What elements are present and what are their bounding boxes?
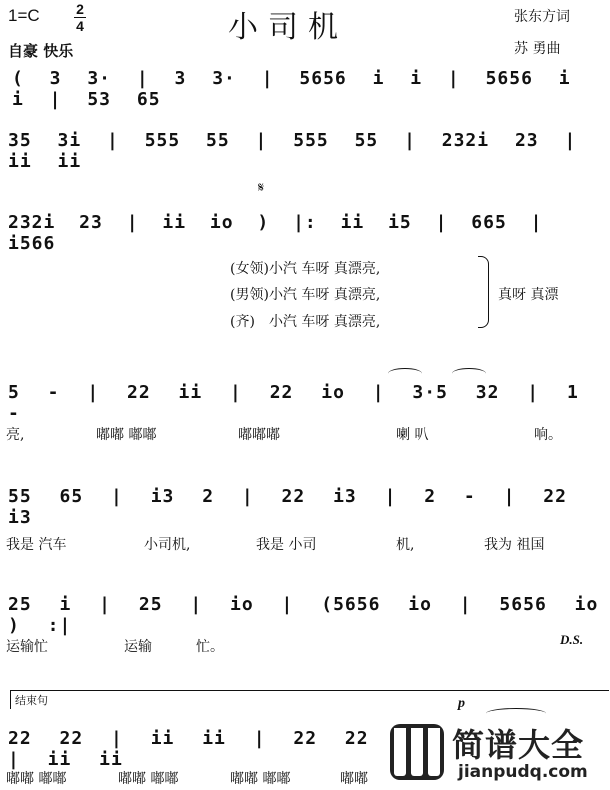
song-title: 小司机 <box>228 10 348 45</box>
meter-top: 2 <box>76 1 84 17</box>
lyric-6-2: 运输 <box>124 639 152 655</box>
lyric-4-1: 亮, <box>6 427 25 443</box>
verse-part-1: (女领) <box>230 261 269 277</box>
lyric-5-4: 机, <box>396 537 415 553</box>
notes-row-6: 25 i | 25 | io | (5656 io | 5656 io ) :| <box>8 594 599 636</box>
score-row-2 <box>6 128 604 172</box>
lyric-6-1: 运输忙 <box>6 639 48 655</box>
lyric-7-3: 嘟嘟 嘟嘟 <box>230 771 291 787</box>
slur-2 <box>452 368 486 379</box>
time-signature <box>74 2 86 33</box>
slur-1 <box>388 368 422 379</box>
lyric-6-3: 忙。 <box>196 639 224 655</box>
score-row-1 <box>6 66 604 110</box>
lyric-7-1: 嘟嘟 嘟嘟 <box>6 771 67 787</box>
lyric-5-1: 我是 汽车 <box>6 537 67 553</box>
tempo-marking: 自豪 快乐 <box>8 42 74 60</box>
lyric-5-5: 我为 祖国 <box>484 537 545 553</box>
ending-label: 结束句 <box>10 690 609 709</box>
lyricist-credit: 张东方词 <box>514 9 570 25</box>
segno-sign: 𝄋 <box>258 180 265 196</box>
lyric-5-2: 小司机, <box>144 537 191 553</box>
watermark-logo <box>388 716 606 788</box>
lyric-4-5: 响。 <box>534 427 562 443</box>
notes-row-1: ( 3 3· | 3 3· | 5656 i i | 5656 i i | 53 65 <box>12 68 571 110</box>
key-signature: 1=C <box>8 6 40 25</box>
verse-text-1: 小汽 车呀 真漂亮, <box>268 261 381 277</box>
notes-row-4: 5 - | 22 ii | 22 io | 3·5 32 | 1 - <box>8 382 579 424</box>
verse-line-1 <box>230 258 380 278</box>
verse-brace <box>478 256 489 328</box>
lyric-7-2: 嘟嘟 嘟嘟 <box>118 771 179 787</box>
lyric-7-4: 嘟嘟 <box>340 771 368 787</box>
score-row-5 <box>6 484 604 528</box>
watermark-name: 简谱大全 <box>452 726 585 764</box>
composer-credit: 苏 勇曲 <box>514 41 561 57</box>
dal-segno-mark: D.S. <box>560 632 584 647</box>
verse-part-3: (齐) <box>230 314 255 330</box>
verse-part-2: (男领) <box>230 287 269 303</box>
verse-shared: 真呀 真漂 <box>498 287 559 303</box>
lyric-4-4: 喇 叭 <box>396 427 429 443</box>
score-row-4 <box>6 380 604 424</box>
score-row-7 <box>6 726 386 770</box>
meter-bottom: 4 <box>76 18 84 34</box>
lyric-4-3: 嘟嘟嘟 <box>238 427 280 443</box>
lyric-4-2: 嘟嘟 嘟嘟 <box>96 427 157 443</box>
verse-line-2 <box>230 284 380 304</box>
piano-icon <box>390 724 444 780</box>
notes-row-7: 22 22 | ii ii | 22 22 | ii ii <box>8 728 369 770</box>
notes-row-3: 232i 23 | ii io ) |: ii i5 | 665 | i566 <box>8 212 543 254</box>
dynamic-marking: p <box>458 696 465 711</box>
watermark-url: jianpudq.com <box>458 762 588 782</box>
verse-text-3: 小汽 车呀 真漂亮, <box>268 314 381 330</box>
notes-row-5: 55 65 | i3 2 | 22 i3 | 2 - | 22 i3 <box>8 486 567 528</box>
verse-line-3 <box>230 311 380 331</box>
verse-text-2: 小汽 车呀 真漂亮, <box>268 287 381 303</box>
lyric-5-3: 我是 小司 <box>256 537 317 553</box>
score-row-6 <box>6 592 604 636</box>
notes-row-2: 35 3i | 555 55 | 555 55 | 232i 23 | ii ii <box>8 130 577 172</box>
score-row-3 <box>6 210 604 254</box>
